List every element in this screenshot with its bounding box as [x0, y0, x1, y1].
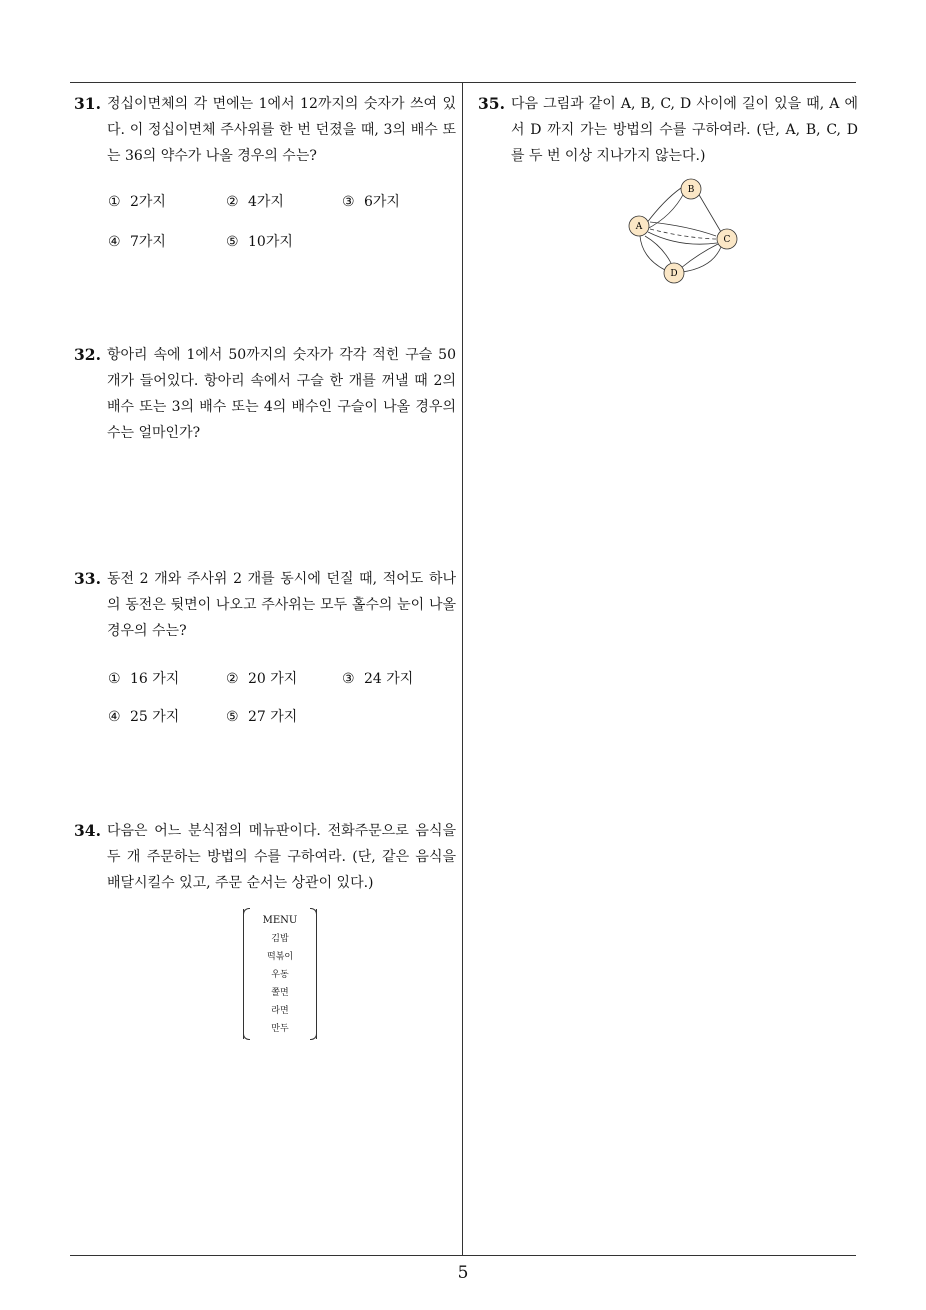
- road-c-d-1: [682, 247, 721, 272]
- question-text: 다음은 어느 분식점의 메뉴판이다. 전화주문으로 음식을 두 개 주문하는 방법의 수를 구하여라. (단, 같은 음식을 배달시킬수 있고, 주문 순서는 상관이 있다.): [107, 823, 456, 891]
- choice-4[interactable]: ④ 25 가지: [108, 709, 180, 725]
- question-33: [74, 566, 456, 644]
- node-a: [629, 216, 649, 236]
- question-31: [74, 91, 456, 169]
- path-graph: [618, 174, 744, 288]
- menu-item: 라면: [271, 1006, 289, 1016]
- menu-title: MENU: [262, 915, 298, 926]
- road-a-c-3: [648, 232, 717, 244]
- question-text: 항아리 속에 1에서 50까지의 숫자가 각각 적힌 구슬 50개가 들어있다. 항아리 속에서 구슬 한 개를 꺼낼 때 2의 배수 또는 3의 배수 또는 4의 배수인 구슬이 나올 경우의 수는 얼마인가?: [107, 347, 456, 441]
- question-number: 33.: [74, 569, 101, 588]
- road-a-d-2: [645, 236, 671, 263]
- choice-4[interactable]: ④ 7가지: [108, 234, 166, 250]
- bottom-rule: [70, 1255, 856, 1256]
- question-number: 34.: [74, 821, 101, 840]
- question-number: 31.: [74, 94, 101, 113]
- menu-item: 떡볶이: [266, 952, 294, 962]
- choice-2[interactable]: ② 4가지: [226, 194, 284, 210]
- menu-item: 만두: [271, 1024, 289, 1034]
- question-32: [74, 342, 456, 446]
- question-34: [74, 818, 456, 896]
- menu-item: 우동: [271, 970, 289, 980]
- choice-2[interactable]: ② 20 가지: [226, 671, 298, 687]
- choice-1[interactable]: ① 16 가지: [108, 671, 180, 687]
- menu-item: 쫄면: [271, 988, 289, 998]
- question-number: 32.: [74, 345, 101, 364]
- question-35: [478, 91, 858, 169]
- node-a-label: A: [635, 222, 643, 232]
- question-text: 다음 그림과 같이 A, B, C, D 사이에 길이 있을 때, A 에서 D 까지 가는 방법의 수를 구하여라. (단, A, B, C, D 를 두 번 이상 지나가지 않는다.): [511, 96, 858, 164]
- page-number: 5: [457, 1263, 469, 1283]
- question-text: 정십이면체의 각 면에는 1에서 12까지의 숫자가 쓰여 있다. 이 정십이면체 주사위를 한 번 던졌을 때, 3의 배수 또는 36의 약수가 나올 경우의 수는?: [107, 96, 456, 164]
- node-c: [717, 229, 737, 249]
- column-divider: [462, 83, 463, 1255]
- node-b: [681, 179, 701, 199]
- choice-5[interactable]: ⑤ 27 가지: [226, 709, 298, 725]
- node-d-label: D: [670, 269, 678, 279]
- road-c-d-2: [681, 244, 718, 268]
- choice-1[interactable]: ① 2가지: [108, 194, 166, 210]
- top-rule: [70, 82, 856, 83]
- question-text: 동전 2 개와 주사위 2 개를 동시에 던질 때, 적어도 하나의 동전은 뒷면이 나오고 주사위는 모두 홀수의 눈이 나올 경우의 수는?: [107, 571, 456, 639]
- question-number: 35.: [478, 94, 505, 113]
- node-c-label: C: [723, 235, 731, 245]
- road-b-c: [698, 193, 721, 232]
- menu-item: 김밥: [271, 934, 289, 944]
- choice-3[interactable]: ③ 6가지: [342, 194, 400, 210]
- choice-5[interactable]: ⑤ 10가지: [226, 234, 293, 250]
- node-d: [664, 263, 684, 283]
- road-a-c-1: [650, 222, 716, 236]
- choice-3[interactable]: ③ 24 가지: [342, 671, 414, 687]
- menu-board: [243, 909, 317, 1039]
- node-b-label: B: [687, 185, 695, 195]
